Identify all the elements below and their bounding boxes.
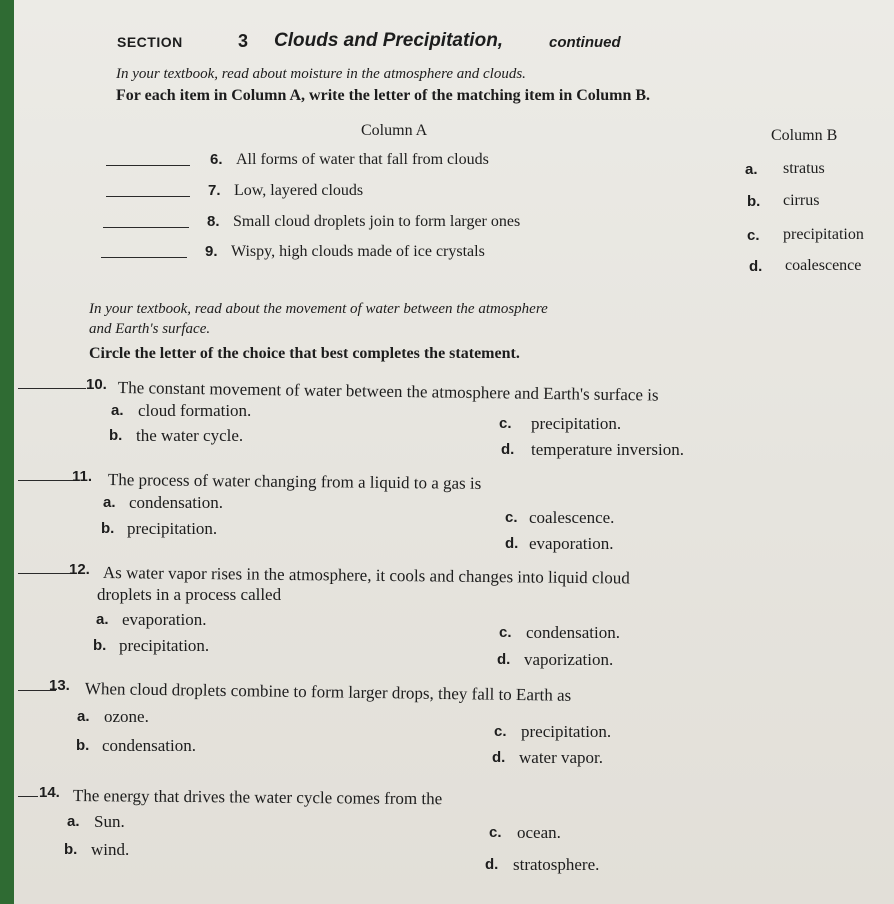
question-stem: The constant movement of water between the atmosphere and Earth's surface is bbox=[117, 378, 659, 405]
green-page-edge bbox=[0, 0, 14, 904]
question-number: 10. bbox=[86, 376, 107, 393]
option-letter: a. bbox=[745, 161, 758, 178]
question-stem-line1: As water vapor rises in the atmosphere, it cools and changes into liquid cloud bbox=[102, 563, 630, 588]
choice-letter-b: b. bbox=[64, 841, 78, 858]
answer-blank-8[interactable] bbox=[103, 227, 189, 228]
choice-c[interactable]: precipitation. bbox=[521, 722, 612, 741]
item-number: 8. bbox=[207, 213, 220, 230]
item-text: Small cloud droplets join to form larger ones bbox=[233, 213, 521, 230]
answer-blank-7[interactable] bbox=[106, 196, 190, 197]
page-title: Clouds and Precipitation, bbox=[274, 30, 504, 51]
choice-letter-b: b. bbox=[76, 737, 90, 754]
answer-blank-14[interactable] bbox=[18, 796, 38, 797]
choice-b[interactable]: the water cycle. bbox=[136, 426, 244, 445]
choice-c[interactable]: ocean. bbox=[517, 823, 561, 842]
question-number: 13. bbox=[49, 677, 70, 694]
choice-c[interactable]: precipitation. bbox=[531, 414, 622, 433]
continued-label: continued bbox=[549, 34, 621, 51]
choice-d[interactable]: water vapor. bbox=[519, 748, 604, 767]
choice-letter-c: c. bbox=[499, 415, 512, 432]
item-text: Low, layered clouds bbox=[234, 182, 364, 199]
part2-instruction-italic-line1: In your textbook, read about the movement of water between the atmosphere bbox=[89, 301, 548, 317]
answer-blank-11[interactable] bbox=[18, 480, 76, 481]
choice-b[interactable]: precipitation. bbox=[119, 636, 210, 655]
choice-letter-a: a. bbox=[103, 494, 116, 511]
part1-instruction-bold: For each item in Column A, write the letter of the matching item in Column B. bbox=[116, 87, 651, 104]
question-number: 12. bbox=[69, 561, 90, 578]
choice-b[interactable]: wind. bbox=[91, 840, 130, 859]
choice-a[interactable]: cloud formation. bbox=[138, 401, 252, 420]
item-text: All forms of water that fall from clouds bbox=[236, 151, 489, 168]
choice-letter-a: a. bbox=[96, 611, 109, 628]
part2-instruction-bold: Circle the letter of the choice that best completes the statement. bbox=[89, 345, 520, 362]
answer-blank-6[interactable] bbox=[106, 165, 190, 166]
item-number: 9. bbox=[205, 243, 218, 260]
choice-a[interactable]: ozone. bbox=[104, 707, 149, 726]
item-number: 6. bbox=[210, 151, 223, 168]
option-text: stratus bbox=[783, 160, 825, 177]
question-stem: When cloud droplets combine to form larger drops, they fall to Earth as bbox=[84, 679, 572, 705]
choice-a[interactable]: Sun. bbox=[94, 812, 125, 831]
answer-blank-12[interactable] bbox=[18, 573, 70, 574]
item-text: Wispy, high clouds made of ice crystals bbox=[231, 243, 485, 260]
choice-letter-d: d. bbox=[497, 651, 511, 668]
choice-d[interactable]: stratosphere. bbox=[513, 855, 600, 874]
option-letter: b. bbox=[747, 193, 761, 210]
choice-a[interactable]: evaporation. bbox=[122, 610, 207, 629]
question-stem: The process of water changing from a liquid to a gas is bbox=[107, 470, 482, 493]
choice-letter-c: c. bbox=[494, 723, 507, 740]
choice-letter-b: b. bbox=[109, 427, 123, 444]
column-a-heading: Column A bbox=[361, 122, 428, 139]
choice-c[interactable]: coalescence. bbox=[529, 508, 615, 527]
choice-letter-c: c. bbox=[499, 624, 512, 641]
option-text: precipitation bbox=[783, 226, 864, 243]
choice-letter-a: a. bbox=[111, 402, 124, 419]
choice-letter-a: a. bbox=[67, 813, 80, 830]
item-number: 7. bbox=[208, 182, 221, 199]
choice-letter-b: b. bbox=[101, 520, 115, 537]
question-number: 11. bbox=[72, 468, 93, 485]
option-text: cirrus bbox=[783, 192, 820, 209]
choice-letter-d: d. bbox=[485, 856, 499, 873]
choice-letter-c: c. bbox=[505, 509, 518, 526]
option-letter: c. bbox=[747, 227, 760, 244]
question-stem-line2: droplets in a process called bbox=[97, 585, 282, 604]
choice-a[interactable]: condensation. bbox=[129, 493, 223, 512]
choice-d[interactable]: temperature inversion. bbox=[531, 440, 684, 459]
choice-letter-d: d. bbox=[505, 535, 519, 552]
answer-blank-10[interactable] bbox=[18, 388, 86, 389]
section-number: 3 bbox=[238, 31, 249, 51]
choice-letter-d: d. bbox=[501, 441, 515, 458]
option-text: coalescence bbox=[785, 257, 862, 274]
section-label: SECTION bbox=[117, 34, 183, 50]
part1-instruction-italic: In your textbook, read about moisture in the atmosphere and clouds. bbox=[116, 66, 526, 82]
choice-letter-a: a. bbox=[77, 708, 90, 725]
worksheet-page bbox=[14, 0, 894, 904]
question-number: 14. bbox=[39, 784, 60, 801]
question-stem: The energy that drives the water cycle comes from the bbox=[72, 786, 443, 809]
answer-blank-9[interactable] bbox=[101, 257, 187, 258]
choice-c[interactable]: condensation. bbox=[526, 623, 620, 642]
part2-instruction-italic-line2: and Earth's surface. bbox=[89, 321, 211, 337]
choice-b[interactable]: condensation. bbox=[102, 736, 196, 755]
choice-letter-b: b. bbox=[93, 637, 107, 654]
choice-letter-c: c. bbox=[489, 824, 502, 841]
choice-d[interactable]: evaporation. bbox=[529, 534, 614, 553]
choice-letter-d: d. bbox=[492, 749, 506, 766]
column-b-heading: Column B bbox=[771, 127, 838, 144]
option-letter: d. bbox=[749, 258, 763, 275]
choice-b[interactable]: precipitation. bbox=[127, 519, 218, 538]
choice-d[interactable]: vaporization. bbox=[524, 650, 614, 669]
